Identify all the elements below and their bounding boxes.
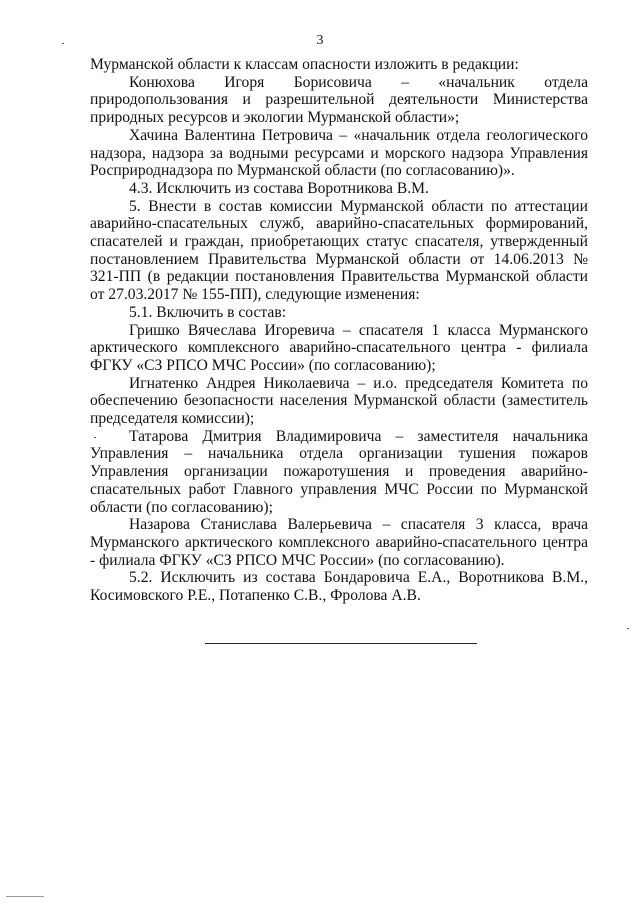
paragraph-nazarov: Назарова Станислава Валерьевича – спасателя 3 класса, врача Мурманского арктического комплексного аварийно-спасательного центра - филиала ФГКУ «СЗ РПСО МЧС России» (по согласованию).: [90, 516, 588, 569]
paragraph-item-4-3: 4.3. Исключить из состава Воротникова В.М.: [129, 179, 429, 197]
scan-speck: [627, 628, 629, 629]
scan-speck: [94, 437, 96, 438]
scan-edge-line: [6, 896, 44, 897]
paragraph-ignatenko: Игнатенко Андрея Николаевича – и.о. председателя Комитета по обеспечению безопасности населения Мурманской области (заместитель председателя комиссии);: [90, 374, 588, 428]
paragraph-khachin: Хачина Валентина Петровича – «начальник отдела геологического надзора, надзора за водными ресурсами и морского надзора Управления Росприроднадзора по Мурманской области (по согласованию)».: [90, 126, 588, 180]
page-number: 3: [316, 33, 324, 48]
end-of-document-rule: [205, 643, 477, 644]
document-body: [90, 56, 588, 605]
paragraph-tatarov: Татарова Дмитрия Владимировича – заместителя начальника Управления – начальника отдела организации тушения пожаров Управления организации пожаротушения и проведения аварийно-спасательных работ Главного управления МЧС России по Мурманской области (по согласованию);: [90, 427, 588, 516]
paragraph-item-5: 5. Внести в состав комиссии Мурманской области по аттестации аварийно-спасательных служб, аварийно-спасательных формирований, спасателей и граждан, приобретающих статус спасателя, утвержденный постановлением Правительства Мурманской области от 14.06.2013 № 321-ПП (в редакции постановления Правительства Мурманской области от 27.03.2017 № 155-ПП), следующие изменения:: [90, 197, 588, 304]
paragraph-item-5-2: 5.2. Исключить из состава Бондаровича Е.А., Воротникова В.М., Косимовского Р.Е., Потапенко С.В., Фролова А.В.: [90, 569, 588, 605]
paragraph-intro: Мурманской области к классам опасности изложить в редакции:: [90, 56, 519, 73]
paragraph-item-5-1: 5.1. Включить в состав:: [129, 303, 287, 321]
scan-speck: [62, 43, 64, 44]
paragraph-konyukhov: Конюхова Игоря Борисовича – «начальник отдела природопользования и разрешительной деятельности Министерства природных ресурсов и экологии Мурманской области»;: [90, 73, 588, 127]
paragraph-grishko: Гришко Вячеслава Игоревича – спасателя 1 класса Мурманского арктического комплексного аварийно-спасательного центра - филиала ФГКУ «СЗ РПСО МЧС России» (по согласованию);: [90, 321, 588, 374]
